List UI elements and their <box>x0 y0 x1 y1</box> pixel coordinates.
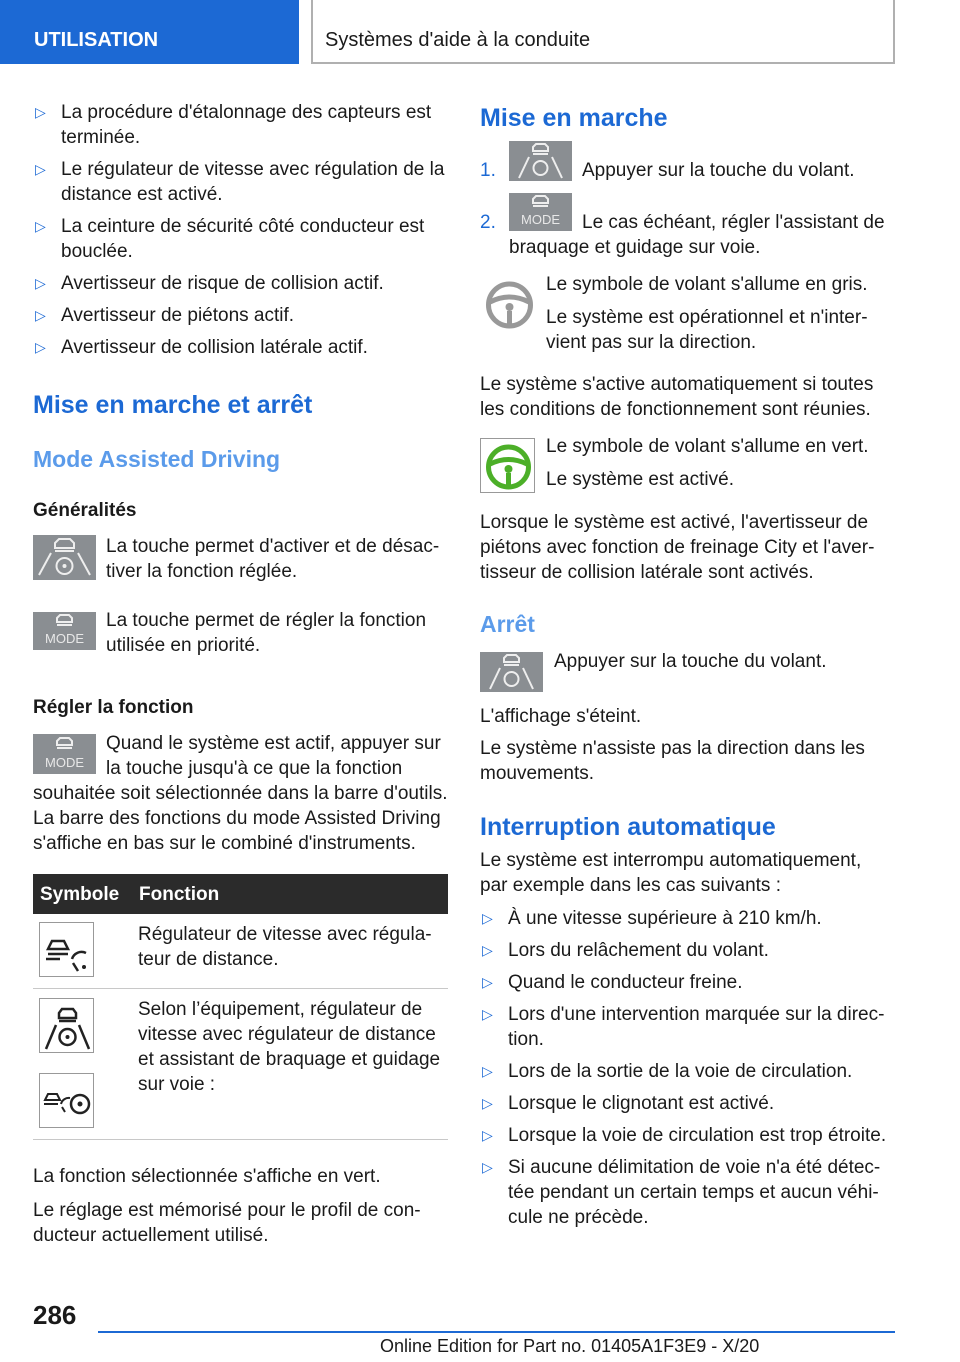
triangle-bullet-icon: ▷ <box>482 942 493 958</box>
page-number: 286 <box>33 1300 77 1330</box>
after-text-1: La fonction sélectionnée s'affiche en vert. <box>33 1166 381 1187</box>
footer-edition: Online Edition for Part no. 01405A1F3E9 - X/20 <box>380 1336 760 1356</box>
cruise-control-distance-icon <box>39 922 94 977</box>
grey-text-1: Le symbole de volant s'allume en gris. <box>546 274 868 295</box>
active-note-text: Lorsque le système est activé, l'avertisseur de piétons avec fonction de freinage City et l'aver-tisseur de collision latérale sont activés. <box>480 512 875 583</box>
adjust-text-1: Quand le système est actif, appuyer sur la touche jusqu'à ce que la fonction <box>106 733 441 779</box>
steering-lane-assist-icon <box>39 998 94 1053</box>
heading-assisted-driving: Mode Assisted Driving <box>33 446 281 472</box>
list-item: ▷ La procédure d'étalonnage des capteurs est terminée. <box>35 102 432 148</box>
stop-step-text: Appuyer sur la touche du volant. <box>554 651 827 672</box>
triangle-bullet-icon: ▷ <box>482 974 493 990</box>
list-item: ▷ Lors du relâchement du volant. <box>482 940 769 961</box>
triangle-bullet-icon: ▷ <box>482 1063 493 1079</box>
list-item: ▷ La ceinture de sécurité côté conducteur est bouclée. <box>35 216 425 262</box>
assisted-driving-button-icon <box>480 652 543 692</box>
header-section-label: UTILISATION <box>34 29 159 51</box>
grey-text-2: Le système est opérationnel et n'inter-vient pas sur la direction. <box>546 307 868 353</box>
adjust-text-2: souhaitée soit sélectionnée dans la barre d'outils. La barre des fonctions du mode Assisted Driving s'affiche en bas sur le combiné d'instruments. <box>33 783 448 854</box>
left-column <box>33 100 448 367</box>
heading-adjust: Régler la fonction <box>33 697 194 718</box>
auto-active-text: Le système s'active automatiquement si toutes les conditions de fonctionnement sont réunies. <box>480 374 874 420</box>
stop-text-2: Le système n'assiste pas la direction dans les mouvements. <box>480 738 865 784</box>
mode-button-icon: MODE <box>509 193 572 231</box>
table-divider <box>33 988 448 989</box>
step2-text-b: braquage et guidage sur voie. <box>509 237 761 258</box>
after-text-2: Le réglage est mémorisé pour le profil de con-ducteur actuellement utilisé. <box>33 1200 421 1246</box>
table-row-1-text: Régulateur de vitesse avec régula-teur de distance. <box>138 924 432 970</box>
list-item: ▷ Avertisseur de risque de collision actif. <box>35 273 384 294</box>
triangle-bullet-icon: ▷ <box>482 1006 493 1022</box>
table-row-2-text: Selon l’équipement, régulateur de vitesse avec régulateur de distance et assistant de braquage et guidage sur voie : <box>138 999 441 1095</box>
steering-wheel-green-icon <box>480 438 535 493</box>
heading-general: Généralités <box>33 500 137 521</box>
list-item: ▷ Le régulateur de vitesse avec régulation de la distance est activé. <box>35 159 445 205</box>
interrupt-list <box>480 906 892 1237</box>
table-divider <box>33 1139 448 1140</box>
triangle-bullet-icon: ▷ <box>482 910 493 926</box>
list-item: ▷ Avertisseur de piétons actif. <box>35 305 295 326</box>
triangle-bullet-icon: ▷ <box>35 104 46 120</box>
steering-wheel-grey-icon <box>481 275 536 330</box>
list-item: ▷ Lors de la sortie de la voie de circulation. <box>482 1061 853 1082</box>
interrupt-intro-text: Le système est interrompu automatiquement, par exemple dans les cas suivants : <box>480 850 862 896</box>
step2-text-a: Le cas échéant, régler l'assistant de <box>582 212 885 233</box>
triangle-bullet-icon: ▷ <box>482 1159 493 1175</box>
triangle-bullet-icon: ▷ <box>35 218 46 234</box>
triangle-bullet-icon: ▷ <box>35 339 46 355</box>
heading-start: Mise en marche <box>480 104 668 132</box>
column-header-function: Fonction <box>139 884 220 905</box>
assisted-driving-button-icon <box>509 141 572 181</box>
stop-text-1: L'affichage s'éteint. <box>480 706 642 727</box>
header-chapter-label: Systèmes d'aide à la conduite <box>325 29 591 51</box>
triangle-bullet-icon: ▷ <box>482 1127 493 1143</box>
triangle-bullet-icon: ▷ <box>35 275 46 291</box>
triangle-bullet-icon: ▷ <box>35 307 46 323</box>
list-item: ▷ Lors d'une intervention marquée sur la direc-tion. <box>482 1004 885 1050</box>
list-item: ▷ Avertisseur de collision latérale actif. <box>35 337 368 358</box>
mode-button-icon: MODE <box>33 612 96 650</box>
list-item: ▷ Quand le conducteur freine. <box>482 972 743 993</box>
heading-interruption: Interruption automatique <box>480 813 776 841</box>
assisted-driving-button-icon <box>33 535 96 580</box>
list-item: ▷ Lorsque la voie de circulation est trop étroite. <box>482 1125 887 1146</box>
general-text-1: La touche permet d'activer et de désac-tiver la fonction réglée. <box>106 536 440 582</box>
table-header <box>33 874 448 914</box>
general-text-2: La touche permet de régler la fonction utilisée en priorité. <box>106 610 427 656</box>
list-item: ▷ Si aucune délimitation de voie n'a été détec-tée pendant un certain temps et aucun véhi-cule ne précède. <box>482 1157 881 1228</box>
list-item: ▷ À une vitesse supérieure à 210 km/h. <box>482 908 822 929</box>
triangle-bullet-icon: ▷ <box>35 161 46 177</box>
header-section-tab <box>0 0 299 64</box>
footer-rule <box>98 1331 895 1333</box>
step1-text: Appuyer sur la touche du volant. <box>582 160 855 181</box>
green-text-1: Le symbole de volant s'allume en vert. <box>546 436 869 457</box>
triangle-bullet-icon: ▷ <box>482 1095 493 1111</box>
header-chapter-tab <box>311 0 895 64</box>
heading-start-stop: Mise en marche et arrêt <box>33 391 313 419</box>
cruise-and-steering-icon <box>39 1073 94 1128</box>
heading-stop: Arrêt <box>480 611 535 637</box>
column-header-symbol: Symbole <box>40 884 120 905</box>
list-item: ▷ Lorsque le clignotant est activé. <box>482 1093 775 1114</box>
green-text-2: Le système est activé. <box>546 469 734 490</box>
mode-button-icon: MODE <box>33 734 96 774</box>
